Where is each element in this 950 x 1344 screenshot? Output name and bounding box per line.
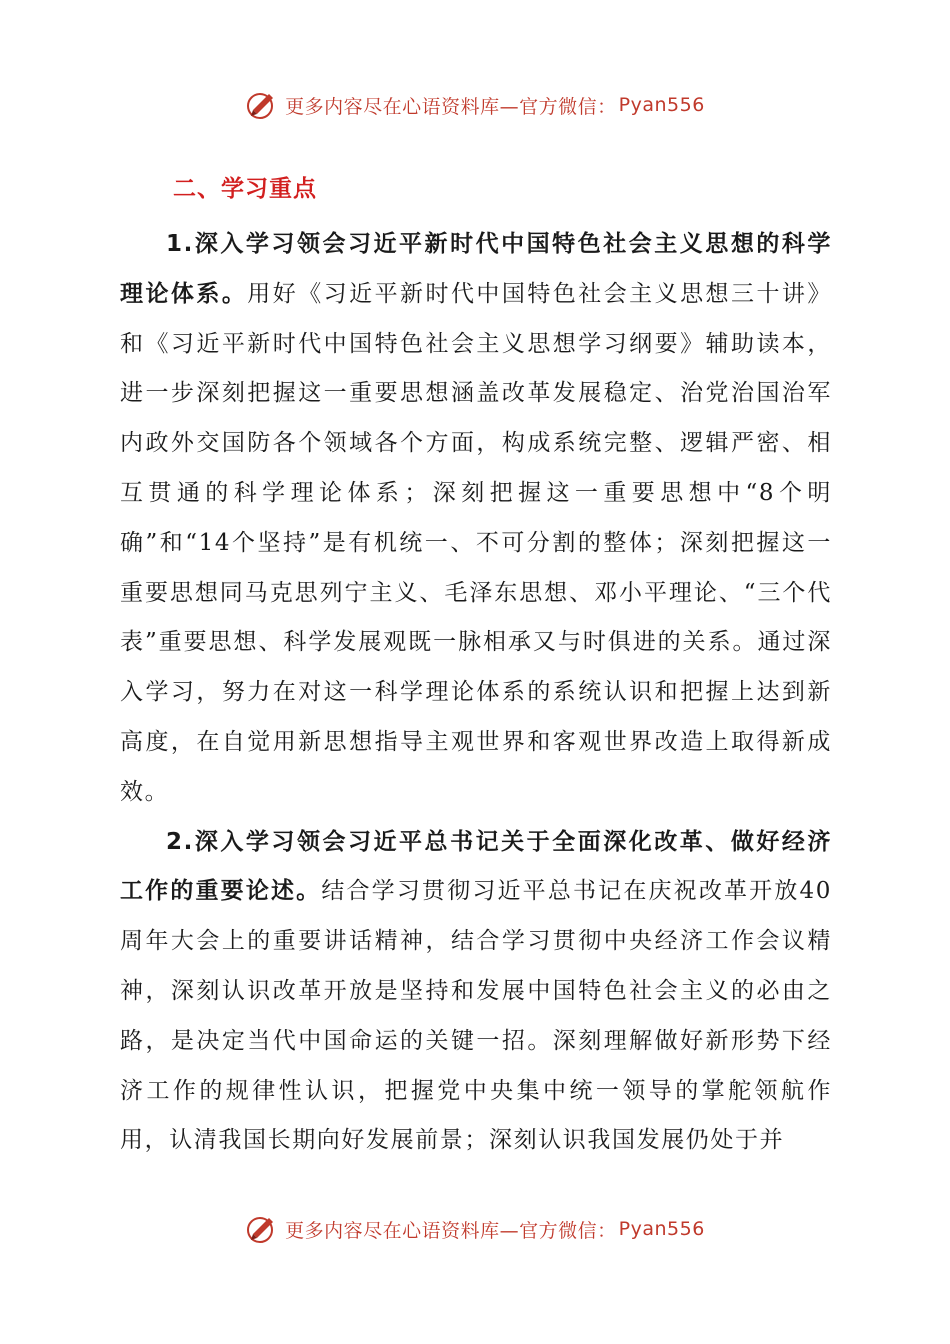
watermark-header	[0, 88, 950, 122]
paragraph-2	[120, 818, 832, 1167]
watermark-text: 更多内容尽在心语资料库—官方微信：	[285, 1219, 617, 1242]
watermark-wechat-id: Pyan556	[618, 94, 705, 116]
section-heading: 二、学习重点	[173, 176, 317, 202]
paragraph-1-body: 用好《习近平新时代中国特色社会主义思想三十讲》和《习近平新时代中国特色社会主义思想学习纲要》辅助读本，进一步深刻把握这一重要思想涵盖改革发展稳定、治党治国治军内政外交国防各个领域各个方面，构成系统完整、逻辑严密、相互贯通的科学理论体系；深刻把握这一重要思想中“8个明确”和“14个坚持”是有机统一、不可分割的整体；深刻把握这一重要思想同马克思列宁主义、毛泽东思想、邓小平理论、“三个代表”重要思想、科学发展观既一脉相承又与时俱进的关系。通过深入学习，努力在对这一科学理论体系的系统认识和把握上达到新高度，在自觉用新思想指导主观世界和客观世界改造上取得新成效。	[120, 280, 832, 805]
watermark-footer	[0, 1212, 950, 1246]
watermark-text: 更多内容尽在心语资料库—官方微信：	[285, 95, 617, 118]
paragraph-2-lead: 2.深入学习领会习近平总书记关于全面深化改革、做好经济工作的重要论述。	[120, 828, 832, 905]
pen-circle-logo-icon	[245, 1212, 279, 1246]
paragraph-1-lead: 1.深入学习领会习近平新时代中国特色社会主义思想的科学理论体系。	[120, 231, 832, 307]
pen-circle-logo-icon	[245, 88, 279, 122]
paragraph-2-body: 结合学习贯彻习近平总书记在庆祝改革开放40周年大会上的重要讲话精神，结合学习贯彻中央经济工作会议精神，深刻认识改革开放是坚持和发展中国特色社会主义的必由之路，是决定当代中国命运的关键一招。深刻理解做好新形势下经济工作的规律性认识，把握党中央集中统一领导的掌舵领航作用，认清我国长期向好发展前景；深刻认识我国发展仍处于并	[120, 878, 832, 1154]
paragraph-1	[120, 220, 832, 818]
document-body	[120, 220, 832, 1166]
watermark-wechat-id: Pyan556	[618, 1218, 705, 1240]
